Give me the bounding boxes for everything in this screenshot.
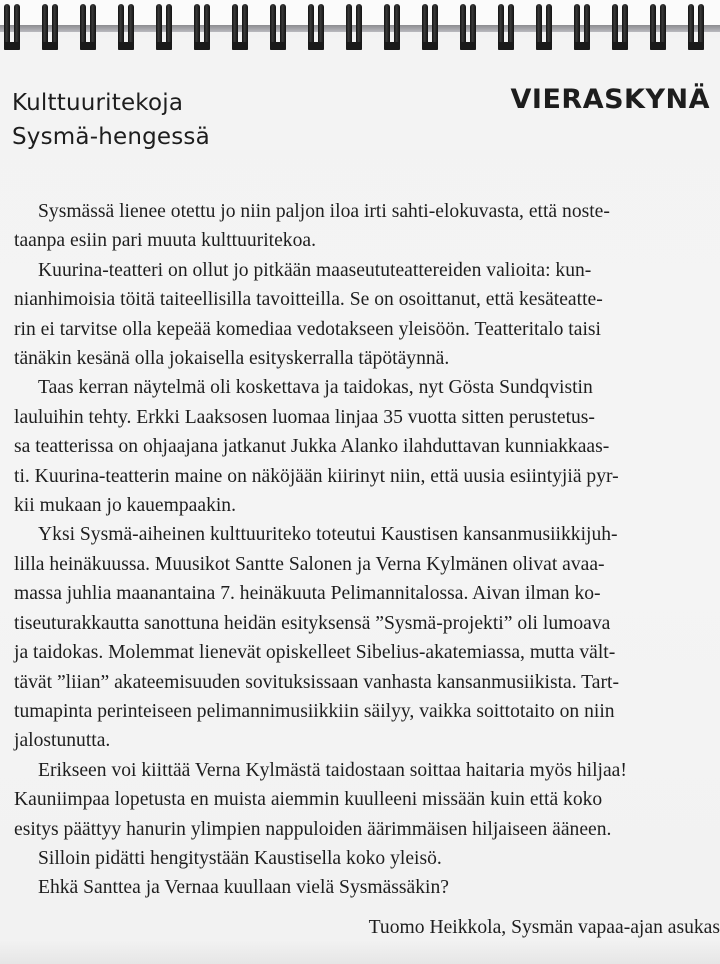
spiral-ring-icon [194,4,212,52]
spiral-binding-icon [0,0,720,60]
article-paragraph: Taas kerran näytelmä oli koskettava ja taidokas, nyt Gösta Sundqvistin lauluihin tehty. Erkki Laaksosen luomaa linjaa 35 vuotta sitten perustetus- sa teatterissa on ohjaajana jatkanut Jukka Alanko ilahduttavan kunniakkaas- ti. Kuurina-teatterin maine on näköjään kiirinyt niin, että uusia esiintyjiä pyr- kii mukaan jo kauempaakin. [14,377,619,517]
article-paragraph: Silloin pidätti hengitystään Kaustisella koko yleisö. [38,847,442,869]
spiral-ring-icon [384,4,402,52]
spiral-ring-icon [422,4,440,52]
spiral-ring-icon [118,4,136,52]
spiral-ring-icon [42,4,60,52]
spiral-ring-icon [688,4,706,52]
article-paragraph: Sysmässä lienee otettu jo niin paljon iloa irti sahti-elokuvasta, että noste- taanpa esiin pari muuta kulttuuritekoa. [14,201,610,252]
spiral-ring-icon [156,4,174,52]
spiral-ring-icon [536,4,554,52]
article-title-line-1: Kulttuuritekoja [12,90,184,116]
article-paragraph: Kuurina-teatteri on ollut jo pitkään maaseututeattereiden valioita: kun- nianhimoisia töitä taiteellisilla tavoitteilla. Se on osoittanut, että kesäteatte- rin ei tarvitse olla kepeää komediaa vedotakseen yleisöön. Teatteritalo taisi tänäkin kesänä olla jokaisella esityskerralla täpötäynnä. [14,259,603,370]
spiral-ring-icon [650,4,668,52]
spiral-ring-icon [80,4,98,52]
article-paragraph: Yksi Sysmä-aiheinen kulttuuriteko toteutui Kaustisen kansanmusiikkijuh- lilla heinäkuussa. Muusikot Santte Salonen ja Verna Kylmänen olivat avaa- massa juhlia maanantaina 7. heinäkuuta Pelimannitalossa. Aivan ilman ko- tiseuturakkautta sanottuna heidän esityksensä ”Sysmä-projekti” oli lumoava ja taidokas. Molemmat lienevät opiskelleet Sibelius-akatemiassa, mutta vält- tävät ”liian” akateemisuuden sovituksissaan vanhasta kansanmusiikista. Tart- tumapinta perinteiseen pelimannimusiikkiin säilyy, vaikka soittotaito on niin jalostunutta. [14,524,619,752]
spiral-ring-icon [346,4,364,52]
article-paragraph: Ehkä Santtea ja Vernaa kuullaan vielä Sysmässäkin? [38,877,449,899]
section-label: VIERASKYNÄ [510,84,710,115]
spiral-ring-icon [574,4,592,52]
article-title [12,86,210,154]
spiral-ring-icon [4,4,22,52]
article-paragraph: Erikseen voi kiittää Verna Kylmästä taidostaan soittaa haitaria myös hiljaa! Kauniimpaa lopetusta en muista aiemmin kuulleeni missään kuin että koko esitys päättyy hanurin ylimpien nappuloiden äärimmäisen hiljaiseen ääneen. [14,759,627,840]
spiral-ring-icon [308,4,326,52]
spiral-ring-icon [232,4,250,52]
spiral-ring-icon [498,4,516,52]
author-signature: Tuomo Heikkola, Sysmän vapaa-ajan asukas [368,917,720,938]
article-body [14,197,720,903]
spiral-ring-icon [612,4,630,52]
spiral-ring-icon [270,4,288,52]
article-title-line-2: Sysmä-hengessä [12,124,210,150]
spiral-ring-icon [460,4,478,52]
